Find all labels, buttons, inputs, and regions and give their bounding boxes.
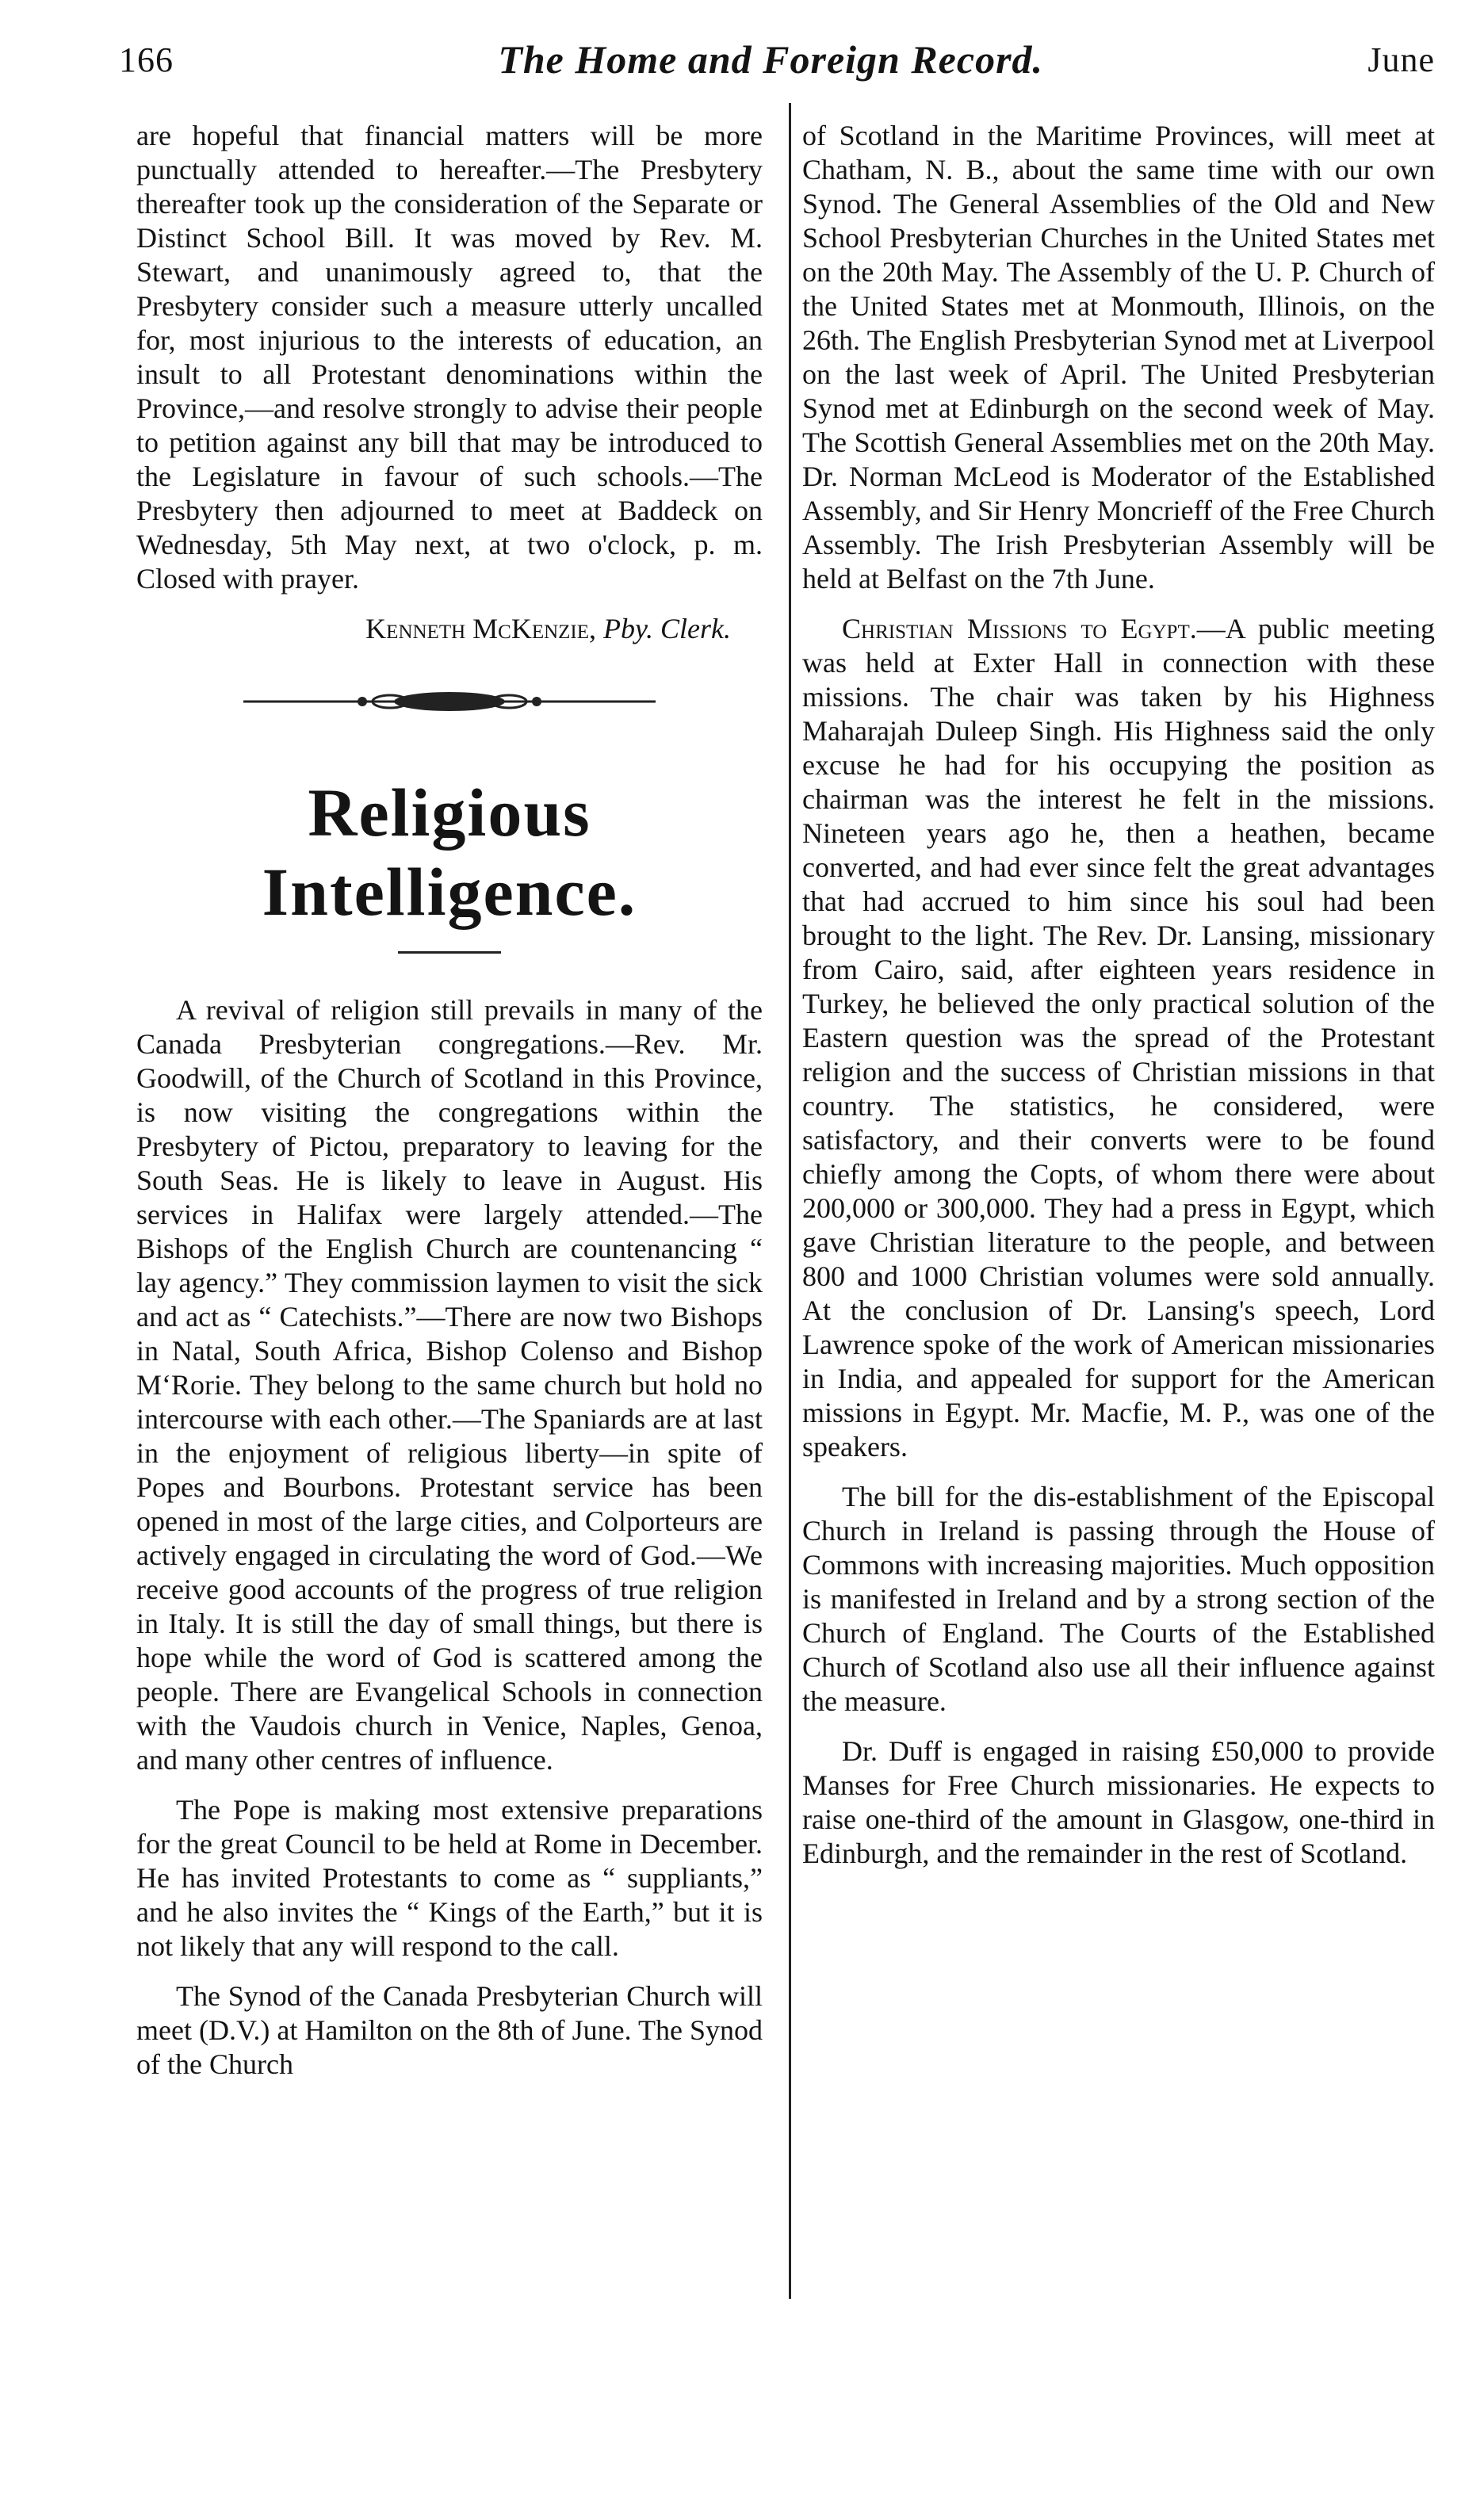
manses-fund-paragraph: Dr. Duff is engaged in raising £50,000 to provide Manses for Free Church missionaries. He expects to raise one-third of the amount in Glasgow, one-third in Edinburgh, and the remainder in the rest of Scotland.: [802, 1735, 1435, 1869]
synod-paragraph: The Synod of the Canada Presbyterian Church will meet (D.V.) at Hamilton on the 8th of June. The Synod of the Church: [136, 1980, 763, 2080]
presbytery-report-paragraph: are hopeful that financial matters will be more punctually attended to hereafter.—The Presbytery thereafter took up the consideration of the Separate or Distinct School Bill. It was moved by Rev. M. Stewart, and unanimously agreed to, that the Presbytery consider such a measure utterly uncalled for, most injurious to the interests of education, an insult to all Protestant denominations within the Province,—and resolve strongly to advise their people to petition against any bill that may be introduced to the Legislature in favour of such schools.—The Presbytery then adjourned to meet at Baddeck on Wednesday, 5th May next, at two o'clock, p. m. Closed with prayer.: [136, 120, 763, 595]
title-rule: [398, 951, 501, 954]
pope-council-paragraph: The Pope is making most extensive preparations for the great Council to be held at Rome in December. He has invited Protestants to come as “ suppliants,” and he also invites the “ Kings of the Earth,” but it is not likely that any will respond to the call.: [136, 1794, 763, 1962]
egypt-missions-heading: Christian Missions to Egypt.: [842, 613, 1197, 644]
section-title: Religious Intelligence.: [262, 774, 637, 930]
signature-role: Pby. Clerk.: [603, 613, 731, 644]
periodical-title: The Home and Foreign Record.: [498, 37, 1044, 82]
assemblies-paragraph: of Scotland in the Maritime Provinces, will meet at Chatham, N. B., about the same time with our own Synod. The General Assemblies of the Old and New School Presbyterian Churches in the United States met on the 20th May. The Assembly of the U. P. Church of the United States met at Monmouth, Illinois, on the 26th. The English Presbyterian Synod met at Liverpool on the last week of April. The United Presbyterian Synod met at Edinburgh on the second week of May. The Scottish General Assemblies met on the 20th May. Dr. Norman McLeod is Moderator of the Established Assembly, and Sir Henry Moncrieff of the Free Church Assembly. The Irish Presbyterian Assembly will be held at Belfast on the 7th June.: [802, 120, 1435, 595]
ornamental-divider: [243, 686, 656, 717]
disestablishment-paragraph: The bill for the dis-establishment of the Episcopal Church in Ireland is passing through the House of Commons with increasing majorities. Much opposition is manifested in Ireland and by a strong section of the Church of England. The Courts of the Established Church of Scotland also use all their influence against the measure.: [802, 1481, 1435, 1717]
right-column: [802, 119, 1435, 1887]
signature-line: [136, 612, 763, 646]
page-number: 166: [119, 40, 174, 79]
egypt-missions-text: —A public meeting was held at Exter Hall in connection with these missions. The chair was taken by his Highness Maharajah Duleep Singh. His Highness said the only excuse he had for his occupying the position as chairman was the interest he felt in the missions. Nineteen years ago he, then a heathen, became converted, and had ever since felt the great advantages that had accrued to him since his soul had been brought to the light. The Rev. Dr. Lansing, missionary from Cairo, said, after eighteen years residence in Turkey, he believed the only practical solution of the Eastern question was the spread of the Protestant religion and the success of Christian missions in that country. The statistics, he considered, were satisfactory, and their converts were to be found chiefly among the Copts, of whom there were about 200,000 or 300,000. They had a press in Egypt, which gave Christian literature to the people, and between 800 and 1000 Christian volumes were sold annually. At the conclusion of Dr. Lansing's speech, Lord Lawrence spoke of the work of American missionaries in India, and appealed for support for the American missions in Egypt. Mr. Macfie, M. P., was one of the speakers.: [802, 613, 1435, 1463]
egypt-missions-paragraph: [802, 612, 1435, 1464]
left-column: [136, 119, 763, 2097]
page-header: [119, 24, 1435, 95]
issue-month: June: [1367, 40, 1435, 79]
signature-name: Kenneth McKenzie,: [365, 613, 597, 644]
column-divider: [789, 103, 791, 2299]
religious-intelligence-paragraph: A revival of religion still prevails in many of the Canada Presbyterian congregations.—Rev. Mr. Goodwill, of the Church of Scotland in this Province, is now visiting the congregations within the Presbytery of Pictou, preparatory to leaving for the South Seas. He is likely to leave in August. His services in Halifax were largely attended.—The Bishops of the English Church are countenancing “ lay agency.” They commission laymen to visit the sick and act as “ Catechists.”—There are now two Bishops in Natal, South Africa, Bishop Colenso and Bishop M‘Rorie. They belong to the same church but hold no intercourse with each other.—The Spaniards are at last in the enjoyment of religious liberty—in spite of Popes and Bourbons. Protestant service has been opened in most of the large cities, and Colporteurs are actively engaged in circulating the word of God.—We receive good accounts of the progress of true religion in Italy. It is still the day of small things, but there is hope while the word of God is scattered among the people. There are Evangelical Schools in connection with the Vaudois church in Venice, Naples, Genoa, and many other centres of influence.: [136, 994, 763, 1776]
